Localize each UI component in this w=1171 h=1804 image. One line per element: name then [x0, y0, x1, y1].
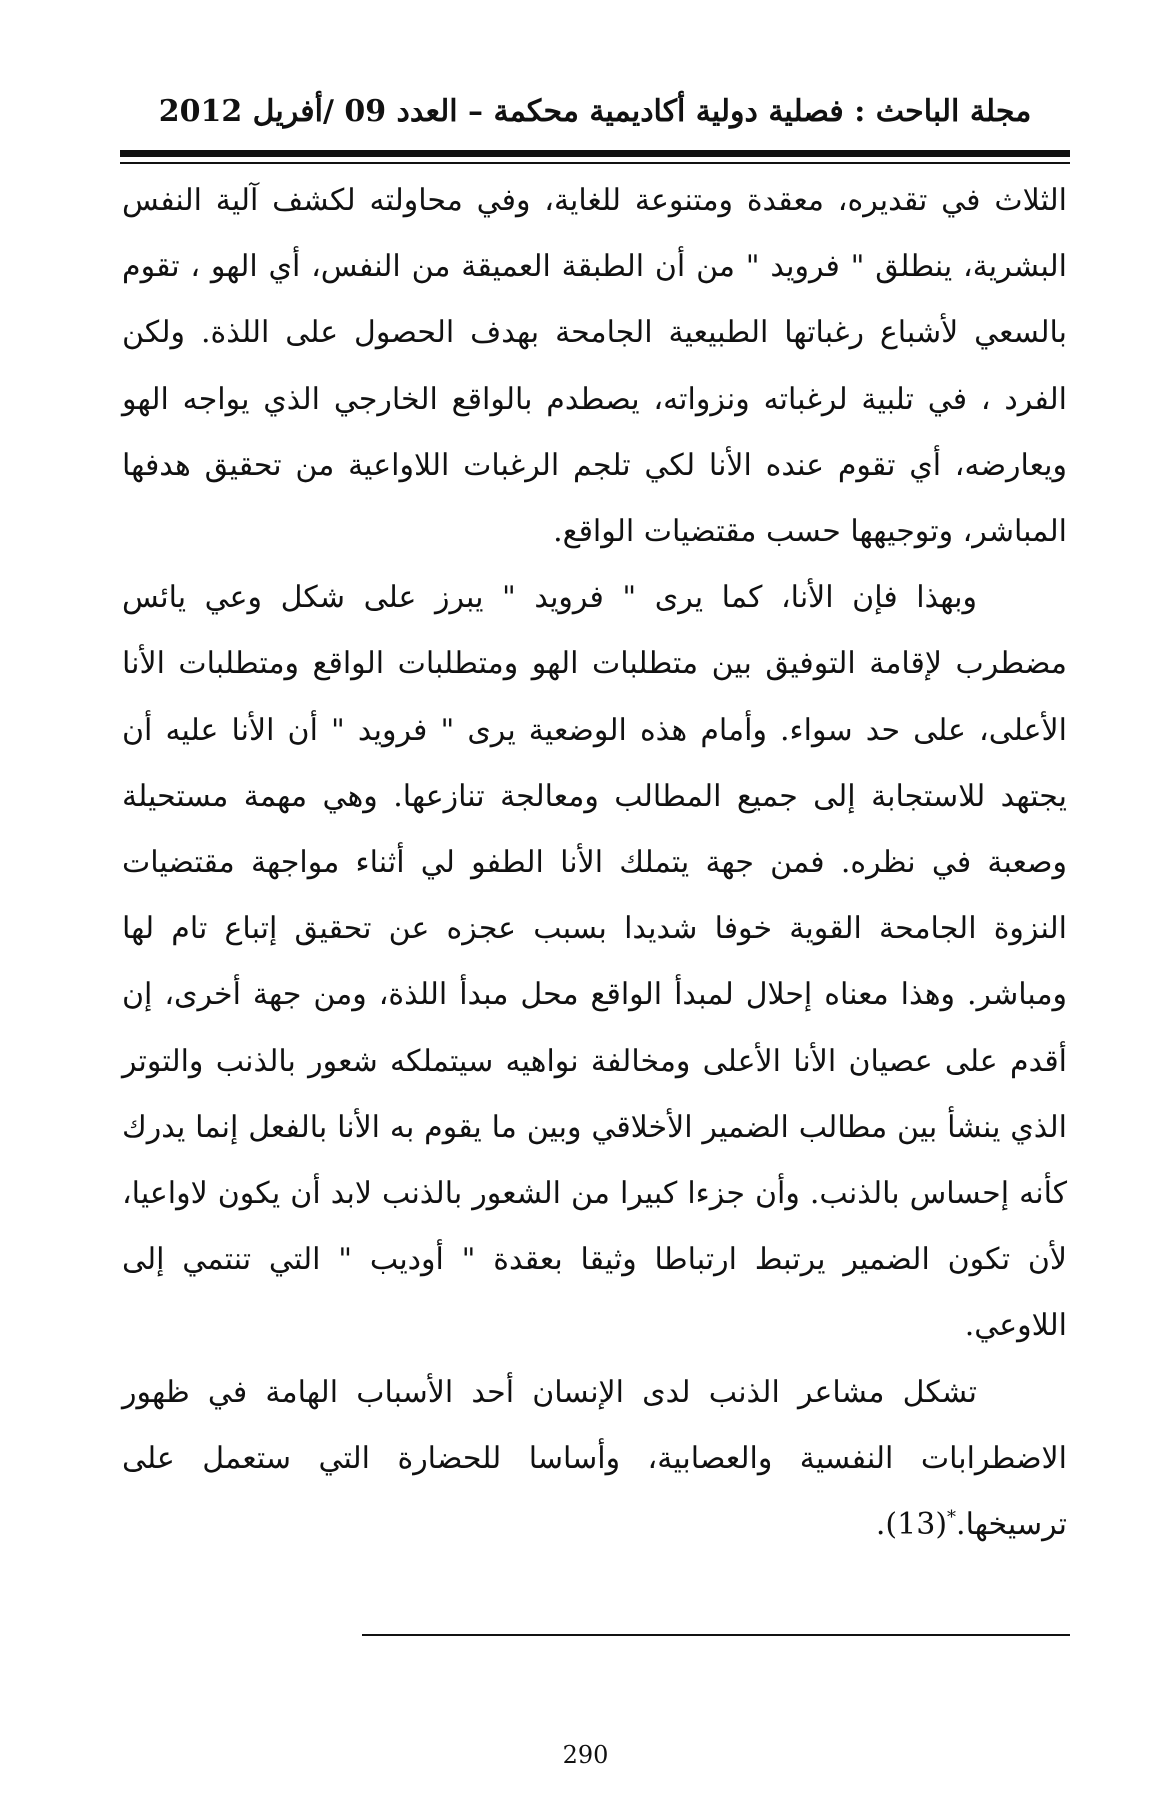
article-body [122, 168, 1067, 1558]
header-rule-thick [120, 150, 1070, 157]
paragraph-3 [122, 1360, 1067, 1559]
reference-number: (13). [875, 1507, 948, 1543]
paragraph-1: الثلاث في تقديره، معقدة ومتنوعة للغاية، وفي محاولته لكشف آلية النفس البشرية، ينطلق " فرويد " من أن الطبقة العميقة من النفس، أي الهو ، تقوم بالسعي لأشباع رغباتها الطبيعية الجامحة بهدف الحصول على اللذة. ولكن الفرد ، في تلبية لرغباته ونزواته، يصطدم بالواقع الخارجي الذي يواجه الهو ويعارضه، أي تقوم عنده الأنا لكي تلجم الرغبات اللاواعية من تحقيق هدفها المباشر، وتوجيهها حسب مقتضيات الواقع. [122, 183, 1067, 550]
journal-running-header: مجلة الباحث : فصلية دولية أكاديمية محكمة – العدد 09 /أفريل 2012 [158, 94, 1032, 129]
paragraph-2: وبهذا فإن الأنا، كما يرى " فرويد " يبرز على شكل وعي يائس مضطرب لإقامة التوفيق بين متطلبات الهو ومتطلبات الواقع ومتطلبات الأنا الأعلى، على حد سواء. وأمام هذه الوضعية يرى " فرويد " أن الأنا عليه أن يجتهد للاستجابة إلى جميع المطالب ومعالجة تنازعها. وهي مهمة مستحيلة وصعبة في نظره. فمن جهة يتملك الأنا الطفو لي أثناء مواجهة مقتضيات النزوة الجامحة القوية خوفا شديدا بسبب عجزه عن تحقيق إتباع تام لها ومباشر. وهذا معناه إحلال لمبدأ الواقع محل مبدأ اللذة، ومن جهة أخرى، إن أقدم على عصيان الأنا الأعلى ومخالفة نواهيه سيتملكه شعور بالذنب والتوتر الذي ينشأ بين مطالب الضمير الأخلاقي وبين ما يقوم به الأنا بالفعل إنما يدرك كأنه إحساس بالذنب. وأن جزءا كبيرا من الشعور بالذنب لابد أن يكون لاواعيا، لأن تكون الضمير يرتبط ارتباطا وثيقا بعقدة " أوديب " التي تنتمي إلى اللاوعي. [122, 580, 1067, 1344]
footnote-separator-rule [362, 1634, 1070, 1636]
header-rule-thin [120, 162, 1070, 164]
page-number: 290 [562, 1741, 609, 1769]
paragraph-3-text: تشكل مشاعر الذنب لدى الإنسان أحد الأسباب الهامة في ظهور الاضطرابات النفسية والعصابية، وأساسا للحضارة التي ستعمل على ترسيخها. [122, 1374, 1067, 1543]
footnote-marker[interactable]: * [947, 1507, 957, 1529]
